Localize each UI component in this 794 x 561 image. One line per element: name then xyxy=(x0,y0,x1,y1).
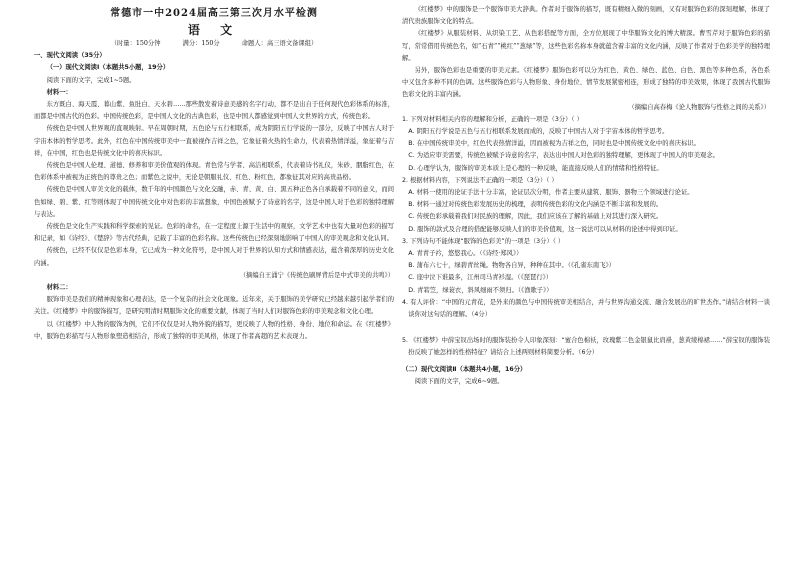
instruction: 阅读下面的文字，完成6~9题。 xyxy=(414,377,504,385)
exam-subject: 语 文 xyxy=(187,23,241,37)
exam-score: 满分：150分 xyxy=(182,40,220,47)
question-4: 4. 有人评价：“中国的元青花，是外来的颜色与中国传统审美相结合，并与世界沟通交流、融合发展出的旷世杰作。”请结合材料一谈谈你对这句话的理解。（4分） xyxy=(402,298,770,319)
source-citation: （摘编自王涌宁《传统色刷屏背后是中式审美的共鸣》） xyxy=(239,271,394,279)
paragraph: 传统色是中国人世界观的直观映射。早在周朝时期，五色论与五行相联系，成为阴阳五行学说的一部分，反映了中国古人对于宇宙本体的哲学思考。此外，红色在中国传统审美中一直被视作吉祥之色，它象征着火热的生命力，代表着热情洋溢，象征着与吉祥，在中国，红色也是传统文化中的喜庆标识。 xyxy=(34,125,394,157)
paragraph: 传统色是文化生产实践和科学探索的见证。色彩的命名，在一定程度上源于生活中的观察，文学艺术中也有大量对色彩的描写和记录，如《诗经》、《楚辞》等古代经典，记载了丰富的色彩名称。这些传统色已经深刻地影响了中国人的审美观念和文化认同。 xyxy=(34,223,394,243)
right-column xyxy=(402,4,770,388)
exam-title: 常德市一中2024届高三第三次月水平检测 xyxy=(110,8,318,19)
exam-author: 命题人：高三语文备课组） xyxy=(241,40,318,47)
material-label: 材料一： xyxy=(46,88,72,96)
paragraph: 传统色，已经不仅仅是色彩本身，它已成为一种文化符号，是中国人对于世界的认知方式和情感表达，蕴含着深厚的历史文化内涵。 xyxy=(34,247,394,267)
question-2: 2. 根据材料内容，下列说法不正确的一项是（3分）（ ） xyxy=(402,176,558,184)
option: B. 在中国传统审美中，红色代表热情洋溢，因而被视为吉祥之色，同时也是中国传统文化中的喜庆标识。 xyxy=(408,140,700,148)
left-column xyxy=(34,4,394,343)
paragraph: 东方既白、海天霞、暮山紫、鱼肚白、天水碧……那些散发着诗意美感的名字行动，都不是出自于任何现代色彩体系的标准，而都是中国古代的色彩。中国传统色彩，是中国人文化的古典色彩，也是中国人都感觉到中国人文世界的方式，传统色彩。 xyxy=(34,101,394,121)
exam-meta xyxy=(34,38,394,50)
material-label: 材料二： xyxy=(46,284,72,292)
section-heading: 一、现代文阅读（35分） xyxy=(34,52,106,60)
paragraph: 另外，服饰色彩也是重要的审美元素。《红楼梦》服饰色彩可以分为红色、黄色、绿色、蓝色、白色、黑色等多种色系，各色系中又包含多种不同的色调。这些服饰色彩与人物形象、身份地位、情节发展紧密相连，形成了独特的审美效果，体现了我国古代服饰色彩文化的丰富内涵。 xyxy=(402,67,770,99)
option: A. 材料一使用的论证手法十分丰富，论证层次分明，作者主要从建筑、服饰、器物三个领域进行论证。 xyxy=(408,189,694,197)
option: B. 材料一通过对传统色彩发展历史的梳理，表明传统色彩的文化内涵是不断丰富和发展的。 xyxy=(408,201,663,209)
instruction: 阅读下面的文字，完成1~5题。 xyxy=(46,76,136,84)
paragraph: 传统色是中国人伦理、道德、修养和审美价值观的体现。青色常与学者、高洁相联系，代表着诗书礼仪，朱砂、胭脂红色，在色彩体系中被视为正统色的尊贵之色；而紫色之说中，无论是朝服礼仪、红色、粉红色，都象征其对应的高贵品格。 xyxy=(34,162,394,182)
paragraph: 以《红楼梦》中人物的服饰为例，它们不仅仅是对人物外貌的描写，更反映了人物的性格、身份、地位和命运。在《红楼梦》中，服饰色彩描写与人物形象塑造相结合，形成了独特的审美风格，体现了作者高超的艺术表现力。 xyxy=(34,320,394,340)
question-3: 3. 下列诗句不能体现“服饰的色彩美”的一项是（3分）（ ） xyxy=(402,237,565,245)
subsection-heading: （一）现代文阅读Ⅰ（本题共5小题，19分） xyxy=(46,64,170,72)
paragraph: 《红楼梦》从服装材料、从织染工艺、从色彩搭配等方面，全方位展现了中华服饰文化的博大精深。曹雪芹对于服饰色彩的描写，常常借用传统色名，如“石青”“桃红”“葱绿”等，这些色彩名称本身就蕴含着丰富的文化内涵，反映了作者对于色彩美学的独特理解。 xyxy=(402,30,770,62)
subsection-heading: （二）现代文阅读Ⅱ（本题共4小题，16分） xyxy=(402,365,527,373)
option: C. 为适应审美需要，传统色被赋予诗意的名字，表达出中国人对色彩的独特理解，更体现了中国人的审美观念。 xyxy=(408,152,719,160)
option: A. 阴阳五行学说是五色与五行相联系发展而成的，反映了中国古人对于宇宙本体的哲学思考。 xyxy=(408,128,669,136)
option: D. 青箬笠，绿蓑衣，斜风细雨不须归。（《渔歌子》） xyxy=(408,286,553,294)
option: C. 座中泣下谁最多，江州司马青衫湿。（《琵琶行》） xyxy=(408,274,553,282)
option: C. 传统色彩承载着我们对民族的理解，因此，我们应该在了解的基础上对其进行深入研究。 xyxy=(408,213,663,221)
exam-time: （时量：150分钟 xyxy=(110,40,161,47)
option: A. 青青子衿，悠悠我心。（《诗经·郑风》） xyxy=(408,250,523,258)
paragraph: 传统色是中国人审美文化的载体，数千年的中国颜色与文化交融，赤、青、黄、白、黑五种正色各自承载着不同的意义，而间色如绿、碧、紫、红等则体现了中国传统文化中对色彩的丰富想象，中国色被赋予了诗意的名字，这是中国人对于色彩的独特理解与表达。 xyxy=(34,186,394,218)
question-1: 1. 下列对材料相关内容的理解和分析，正确的一项是（3分）（ ） xyxy=(402,115,583,123)
paragraph: 服饰审美是我们的精神现象和心理表达，是一个复杂的社会文化现象。近年来，关于服饰的美学研究已经越来越引起学者们的关注。《红楼梦》中的服饰描写，是研究明清时期服饰文化的重要文献，体现了当时人们对服饰色彩的审美观念和文化心理。 xyxy=(34,296,394,316)
option: B. 蒲布六七十，绿碧青丝绳。物物各自异，种种在其中。（《孔雀东南飞》） xyxy=(408,262,615,270)
option: D. 心理学认为，服饰的审美本质上是心理的一种反映，能直接反映人们的情绪和性格特征。 xyxy=(408,164,663,172)
paragraph: 《红楼梦》中的服饰是一个服饰审美大辞典。作者对于服饰的描写，既有精细入微的刻画，又有对服饰色彩的深刻理解，体现了清代贵族服饰文化的特点。 xyxy=(402,6,770,26)
question-5: 5. 《红楼梦》中薛宝钗出场时的服饰装扮令人印象深刻：“蜜合色棉袄，玫瑰紫二色金银鼠比肩褂，葱黄绫棉裙……”薛宝钗的服饰装扮反映了她怎样的性格特征？请结合上述两则材料简要分析。（6分） xyxy=(402,337,770,357)
source-citation: （摘编自高春梅《论人物服饰与性格之间的关系》） xyxy=(628,103,770,111)
option: D. 服饰的款式及合理的搭配能够反映人们的审美价值观，这一说法可以从材料的论述中得到印证。 xyxy=(408,225,682,233)
